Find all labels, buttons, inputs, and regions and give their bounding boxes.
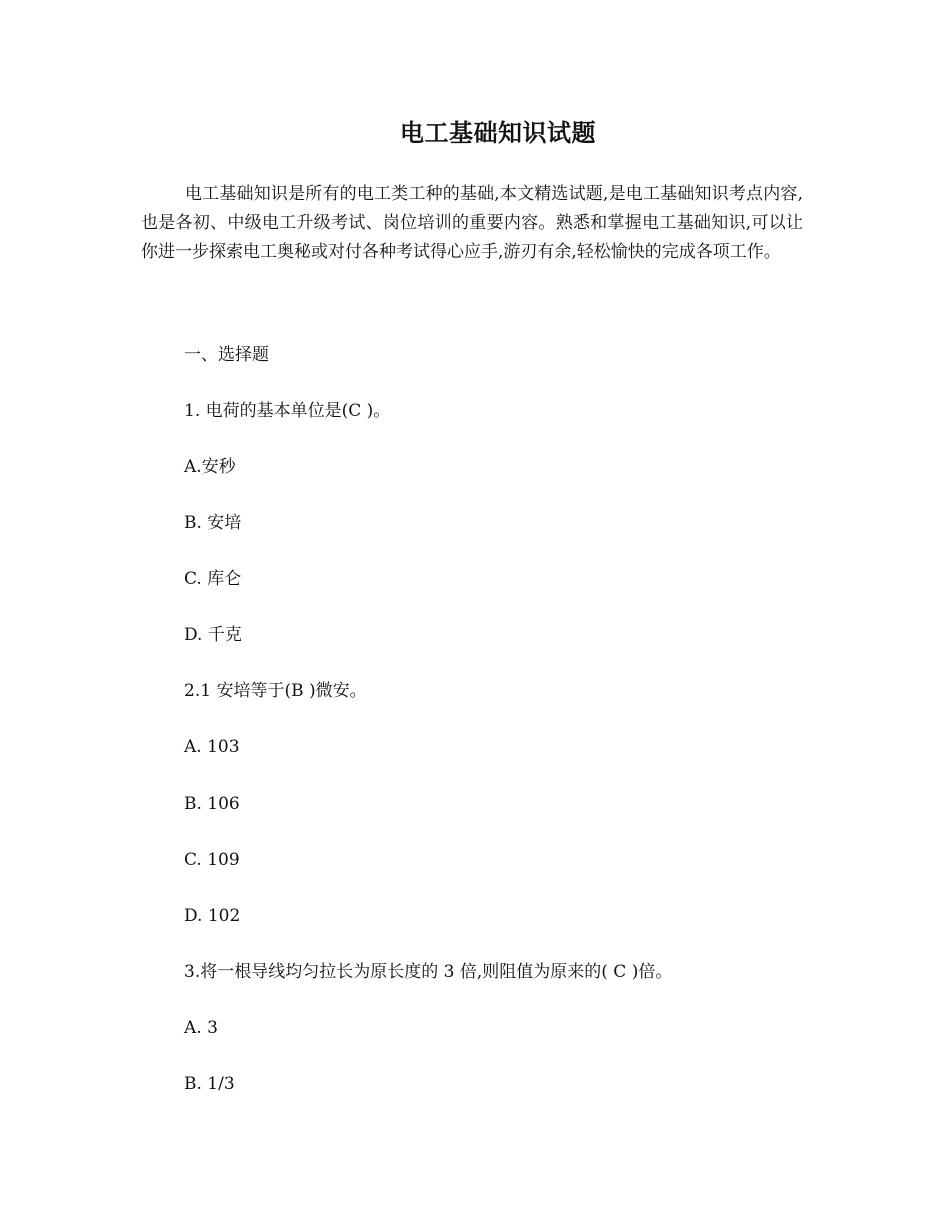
question-1-option-d: D. 千克 <box>184 625 242 645</box>
question-3-option-a: A. 3 <box>184 1018 218 1038</box>
intro-paragraph: 电工基础知识是所有的电工类工种的基础,本文精选试题,是电工基础知识考点内容,也是各初、中级电工升级考试、岗位培训的重要内容。熟悉和掌握电工基础知识,可以让你进一步探索电工奥秘或对付各种考试得心应手,游刃有余,轻松愉快的完成各项工作。 <box>141 184 803 262</box>
question-1-stem: 1. 电荷的基本单位是(C )。 <box>184 401 391 421</box>
document-title: 电工基础知识试题 <box>400 118 596 147</box>
question-2-option-c: C. 109 <box>184 850 240 870</box>
question-1-option-a: A.安秒 <box>184 457 236 477</box>
question-2-option-a: A. 103 <box>184 737 240 757</box>
question-1-option-c: C. 库仑 <box>184 569 242 589</box>
question-1-option-b: B. 安培 <box>184 513 242 533</box>
question-3-stem: 3.将一根导线均匀拉长为原长度的 3 倍,则阻值为原来的( C )倍。 <box>184 962 673 982</box>
question-3-option-b: B. 1/3 <box>184 1074 235 1094</box>
question-2-stem: 2.1 安培等于(B )微安。 <box>184 681 367 701</box>
question-2-option-d: D. 102 <box>184 906 241 926</box>
section-heading: 一、选择题 <box>184 345 269 365</box>
question-2-option-b: B. 106 <box>184 794 240 814</box>
